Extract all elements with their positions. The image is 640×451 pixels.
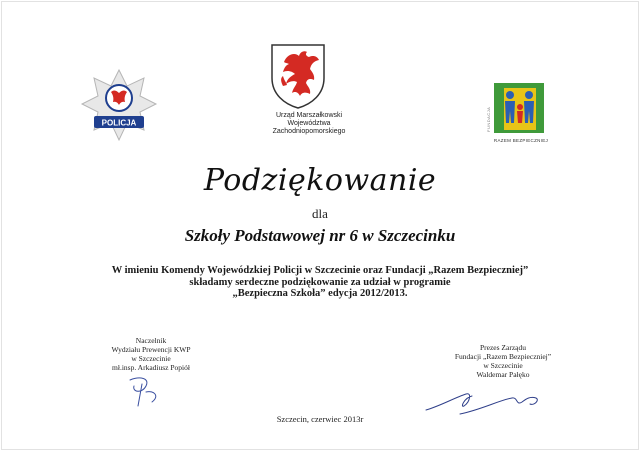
office-caption-line: Województwa [287,120,331,127]
signatory-line: w Szczecinie [131,354,171,363]
office-caption-line: Zachodniopomorskiego [272,128,346,135]
razem-vertical-text: FUNDACJA [486,106,491,132]
body-line: „Bezpieczna Szkoła” edycja 2012/2013. [232,288,408,299]
place-date: Szczecin, czerwiec 2013r [276,414,364,424]
office-caption [248,112,370,136]
signatory-line: Fundacji „Razem Bezpieczniej” [454,352,552,361]
signatory-right [433,343,573,379]
signatory-line: mł.insp. Arkadiusz Popiół [112,363,190,372]
signature-left [120,372,170,412]
signatory-line: Wydziału Prewencji KWP [111,345,191,354]
body-line: W imieniu Komendy Wojewódzkiej Policji w Szczecinie oraz Fundacji „Razem Bezpieczniej” [111,265,529,276]
signatory-line: Prezes Zarządu [479,343,526,352]
signatory-line: Waldemar Pałęko [476,370,530,379]
body-line: składamy serdeczne podziękowanie za udział w programie [189,276,451,288]
body-text [0,265,640,300]
signatory-left [86,336,216,372]
dla-text: dla [312,206,328,221]
signatory-line: Naczelnik [135,336,167,345]
recipient-name: Szkoły Podstawowej nr 6 w Szczecinku [184,226,456,245]
police-star-icon [82,70,156,140]
razem-caption: RAZEM BEZPIECZNIEJ [493,138,549,143]
police-label: POLICJA [101,118,137,128]
page-title: Podziękowanie [203,163,437,198]
signatory-line: w Szczecinie [483,361,523,370]
police-star-logo [80,68,158,144]
coat-of-arms-logo [269,42,327,110]
razem-bezpieczniej-logo [494,83,544,133]
office-caption-line: Urząd Marszałkowski [275,112,343,119]
